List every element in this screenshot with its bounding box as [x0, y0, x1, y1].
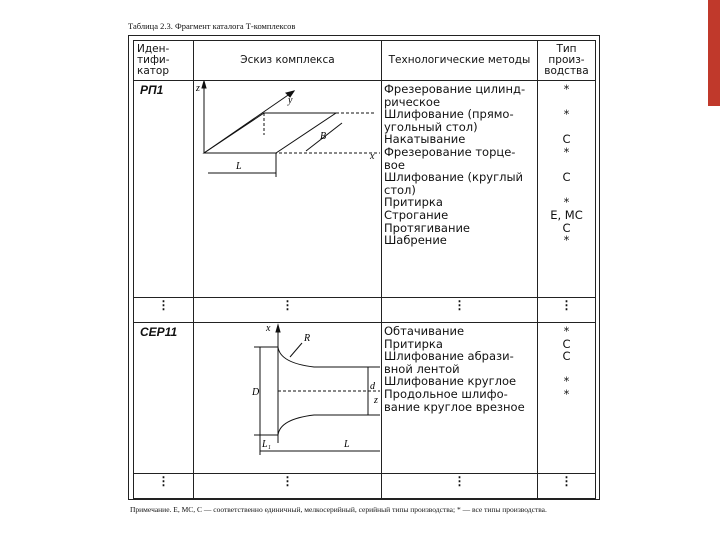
header-row [134, 41, 596, 81]
type-item: * [563, 386, 570, 401]
method-item: Строгание [384, 207, 449, 222]
type-item: С [562, 336, 571, 351]
sketch-shaft [194, 323, 382, 474]
label-R: R [304, 333, 311, 344]
type-item: С [562, 170, 571, 185]
ellipsis-row [134, 474, 596, 499]
row-identifier: РП1 [134, 81, 194, 298]
label-x: x [266, 323, 271, 334]
table-caption: Таблица 2.3. Фрагмент каталога Т-комплексов [128, 21, 296, 31]
method-item [384, 350, 537, 375]
method-item: Притирка [384, 195, 443, 210]
method-line: вной лентой [384, 361, 460, 376]
method-line: Шлифование (прямо- [384, 107, 514, 122]
method-line: Шлифование (круглый [384, 170, 524, 185]
method-item: Притирка [384, 336, 443, 351]
type-item: * [563, 233, 570, 248]
method-item [384, 171, 537, 196]
method-line: вание круглое врезное [384, 399, 525, 414]
ellipsis-cell: ⋮ [134, 474, 194, 499]
x-arrow [276, 325, 280, 332]
dim-R-leader [290, 343, 302, 357]
method-item: Протягивание [384, 220, 471, 235]
label-L: L [344, 439, 350, 450]
ellipsis-cell: ⋮ [382, 298, 538, 323]
method-line: угольный стол) [384, 119, 478, 134]
accent-bar [708, 0, 720, 106]
header-production-line: Тип [556, 43, 577, 55]
method-item: Накатывание [384, 132, 466, 147]
ellipsis-cell: ⋮ [538, 474, 596, 499]
method-line: вое [384, 157, 405, 172]
label-x: x [370, 151, 375, 162]
header-production-type [538, 41, 596, 81]
catalog-table [133, 40, 596, 499]
ellipsis-cell: ⋮ [382, 474, 538, 499]
method-item [384, 388, 537, 413]
header-identifier-line: Иден- [137, 43, 170, 55]
type-item: * [563, 374, 570, 389]
ellipsis-cell: ⋮ [194, 298, 382, 323]
method-line: рическое [384, 94, 441, 109]
table-row [134, 81, 596, 298]
table-row [134, 323, 596, 474]
label-D: D [252, 387, 260, 398]
label-L1: L₁ [262, 439, 272, 450]
method-item: Обтачивание [384, 324, 465, 338]
type-item: * [563, 324, 570, 338]
type-item: * [563, 195, 570, 210]
header-identifier-line: тифи- [137, 54, 170, 66]
label-z: z [196, 83, 200, 94]
type-item: * [563, 82, 570, 96]
ellipsis-row [134, 298, 596, 323]
methods-cell [382, 81, 538, 298]
label-d: d [370, 381, 375, 392]
types-cell [538, 323, 596, 474]
method-line: Продольное шлифо- [384, 386, 508, 401]
plane-sketch-drawing [194, 81, 380, 297]
header-production-line: произ- [548, 54, 585, 66]
sketch-plane [194, 81, 382, 298]
method-item: Шлифование круглое [384, 374, 517, 389]
methods-cell [382, 323, 538, 474]
label-B: B [320, 131, 327, 142]
type-item: С [562, 132, 571, 147]
method-line: стол) [384, 182, 416, 197]
label-L: L [236, 161, 242, 172]
shaft-sketch-drawing [194, 323, 380, 473]
type-item: * [563, 107, 570, 122]
plane-parallelogram [204, 113, 336, 153]
method-item [384, 146, 537, 171]
ellipsis-cell: ⋮ [538, 298, 596, 323]
method-item: Шабрение [384, 233, 447, 248]
types-cell [538, 81, 596, 298]
ellipsis-cell: ⋮ [134, 298, 194, 323]
z-arrow [202, 81, 206, 88]
table-note: Примечание. Е, МС, С — соответственно единичный, мелкосерийный, серийный типы производства; * — все типы производства. [130, 505, 547, 514]
type-item: Е, МС [550, 207, 583, 222]
label-y: y [288, 95, 293, 106]
method-item [384, 108, 537, 133]
header-identifier-line: катор [137, 65, 169, 77]
header-methods: Технологические методы [382, 41, 538, 81]
method-line: Шлифование абрази- [384, 349, 514, 364]
type-item: * [563, 144, 570, 159]
method-line: Фрезерование торце- [384, 144, 516, 159]
header-sketch: Эскиз комплекса [194, 41, 382, 81]
row-identifier: СЕР11 [134, 323, 194, 474]
header-identifier [134, 41, 194, 81]
ellipsis-cell: ⋮ [194, 474, 382, 499]
header-production-line: водства [544, 65, 589, 77]
type-item: С [562, 220, 571, 235]
method-item [384, 83, 537, 108]
label-z: z [374, 395, 378, 406]
type-item: С [562, 349, 571, 364]
method-line: Фрезерование цилинд- [384, 82, 526, 96]
